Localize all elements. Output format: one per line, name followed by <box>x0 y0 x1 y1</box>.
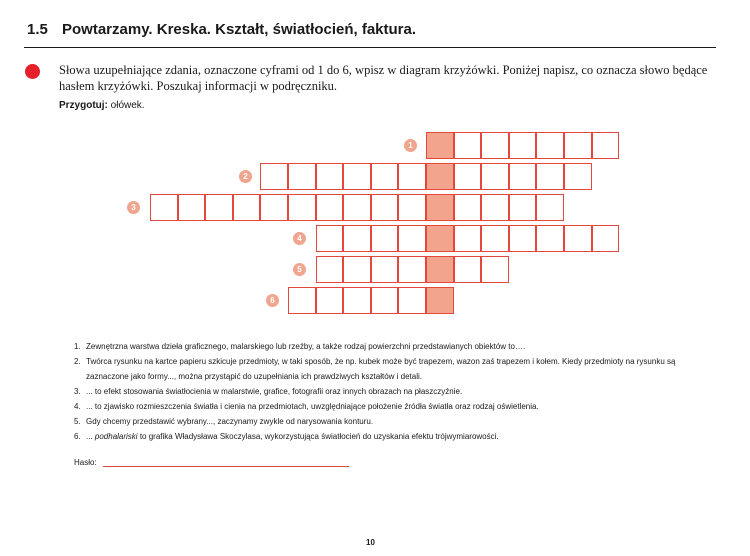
crossword-cell[interactable] <box>536 225 564 252</box>
crossword-cell[interactable] <box>481 256 509 283</box>
crossword-cell[interactable] <box>343 287 371 314</box>
crossword-cell[interactable] <box>564 163 592 190</box>
prepare-label: Przygotuj: <box>59 100 108 111</box>
crossword-cell[interactable] <box>150 194 178 221</box>
crossword-cell[interactable] <box>288 287 316 314</box>
crossword-key-cell[interactable] <box>426 287 454 314</box>
crossword-cell[interactable] <box>564 132 592 159</box>
crossword-cell[interactable] <box>316 194 344 221</box>
crossword-cell[interactable] <box>343 256 371 283</box>
crossword-key-cell[interactable] <box>426 225 454 252</box>
crossword-cell[interactable] <box>592 225 620 252</box>
crossword-cell[interactable] <box>481 132 509 159</box>
clue-item: 5. Gdy chcemy przedstawić wybrany..., zaczynamy zwykle od narysowania konturu. <box>74 417 374 426</box>
crossword-cell[interactable] <box>481 225 509 252</box>
clue-item: 4. ... to zjawisko rozmieszczenia światła i cienia na przedmiotach, uwzględniające położenie źródła światła oraz rodzaj oświetlenia. <box>74 402 539 411</box>
row-number-badge: 2 <box>239 170 252 183</box>
crossword-cell[interactable] <box>343 194 371 221</box>
crossword-cell[interactable] <box>371 256 399 283</box>
crossword-cell[interactable] <box>288 194 316 221</box>
prepare-line <box>59 100 145 111</box>
crossword-cell[interactable] <box>536 132 564 159</box>
crossword-cell[interactable] <box>592 132 620 159</box>
crossword-cell[interactable] <box>316 225 344 252</box>
haslo-answer-line[interactable] <box>103 466 349 467</box>
crossword-cell[interactable] <box>536 163 564 190</box>
crossword-cell[interactable] <box>454 163 482 190</box>
section-title: Powtarzamy. Kreska. Kształt, światłocień, faktura. <box>62 21 417 38</box>
clue-item: 2. Twórca rysunku na kartce papieru szkicuje przedmioty, w taki sposób, że np. kubek może być trapezem, wazon zaś trapezem i kołem. Kiedy przedmioty na rysunku są zaznaczone jako formy..., można przystąpić do uzupełniania ich prawdziwych kształtów i detali. <box>74 357 676 381</box>
crossword-key-cell[interactable] <box>426 132 454 159</box>
crossword-cell[interactable] <box>288 163 316 190</box>
row-number-badge: 3 <box>127 201 140 214</box>
crossword-cell[interactable] <box>371 163 399 190</box>
task-instruction: Słowa uzupełniające zdania, oznaczone cyframi od 1 do 6, wpisz w diagram krzyżówki. Poniżej napisz, co oznacza słowo będące hasłem krzyżówki. Poszukaj informacji w podręczniku. <box>59 63 708 93</box>
crossword-cell[interactable] <box>398 163 426 190</box>
crossword-cell[interactable] <box>398 225 426 252</box>
crossword-cell[interactable] <box>233 194 261 221</box>
crossword-cell[interactable] <box>316 287 344 314</box>
crossword-cell[interactable] <box>454 132 482 159</box>
clue-item: 3. ... to efekt stosowania światłocienia w malarstwie, grafice, fotografii oraz innych obrazach na płaszczyźnie. <box>74 387 463 396</box>
crossword-cell[interactable] <box>260 194 288 221</box>
crossword-cell[interactable] <box>205 194 233 221</box>
page-number: 10 <box>366 538 375 547</box>
crossword-cell[interactable] <box>260 163 288 190</box>
crossword-key-cell[interactable] <box>426 163 454 190</box>
crossword-key-cell[interactable] <box>426 194 454 221</box>
section-number: 1.5 <box>27 21 48 38</box>
row-number-badge: 5 <box>293 263 306 276</box>
clue-item: 6. ... podhalariski to grafika Władysława Skoczylasa, wykorzystująca światłocień do uzyskania efektu trójwymiarowości. <box>74 432 499 441</box>
crossword-cell[interactable] <box>509 132 537 159</box>
task-marker-icon <box>25 64 40 79</box>
crossword-cell[interactable] <box>509 225 537 252</box>
crossword-cell[interactable] <box>398 194 426 221</box>
prepare-value: ołówek. <box>110 100 145 111</box>
crossword-cell[interactable] <box>481 194 509 221</box>
crossword-cell[interactable] <box>371 194 399 221</box>
header-divider <box>24 47 716 48</box>
crossword-cell[interactable] <box>398 256 426 283</box>
crossword-cell[interactable] <box>481 163 509 190</box>
row-number-badge: 4 <box>293 232 306 245</box>
haslo-label: Hasło: <box>74 458 97 467</box>
clue-item: 1. Zewnętrzna warstwa dzieła graficznego, malarskiego lub rzeźby, a także rodzaj powierzchni przedstawianych obiektów to…. <box>74 342 526 351</box>
crossword-cell[interactable] <box>316 163 344 190</box>
crossword-cell[interactable] <box>564 225 592 252</box>
crossword-cell[interactable] <box>398 287 426 314</box>
clue-list <box>74 339 714 444</box>
crossword-cell[interactable] <box>343 225 371 252</box>
crossword-cell[interactable] <box>371 225 399 252</box>
crossword-cell[interactable] <box>454 225 482 252</box>
crossword-cell[interactable] <box>371 287 399 314</box>
section-header <box>27 21 717 47</box>
row-number-badge: 1 <box>404 139 417 152</box>
crossword-key-cell[interactable] <box>426 256 454 283</box>
crossword-cell[interactable] <box>343 163 371 190</box>
crossword-cell[interactable] <box>178 194 206 221</box>
crossword-cell[interactable] <box>536 194 564 221</box>
crossword-cell[interactable] <box>454 194 482 221</box>
crossword-cell[interactable] <box>454 256 482 283</box>
row-number-badge: 6 <box>266 294 279 307</box>
crossword-cell[interactable] <box>316 256 344 283</box>
crossword-cell[interactable] <box>509 163 537 190</box>
crossword-cell[interactable] <box>509 194 537 221</box>
